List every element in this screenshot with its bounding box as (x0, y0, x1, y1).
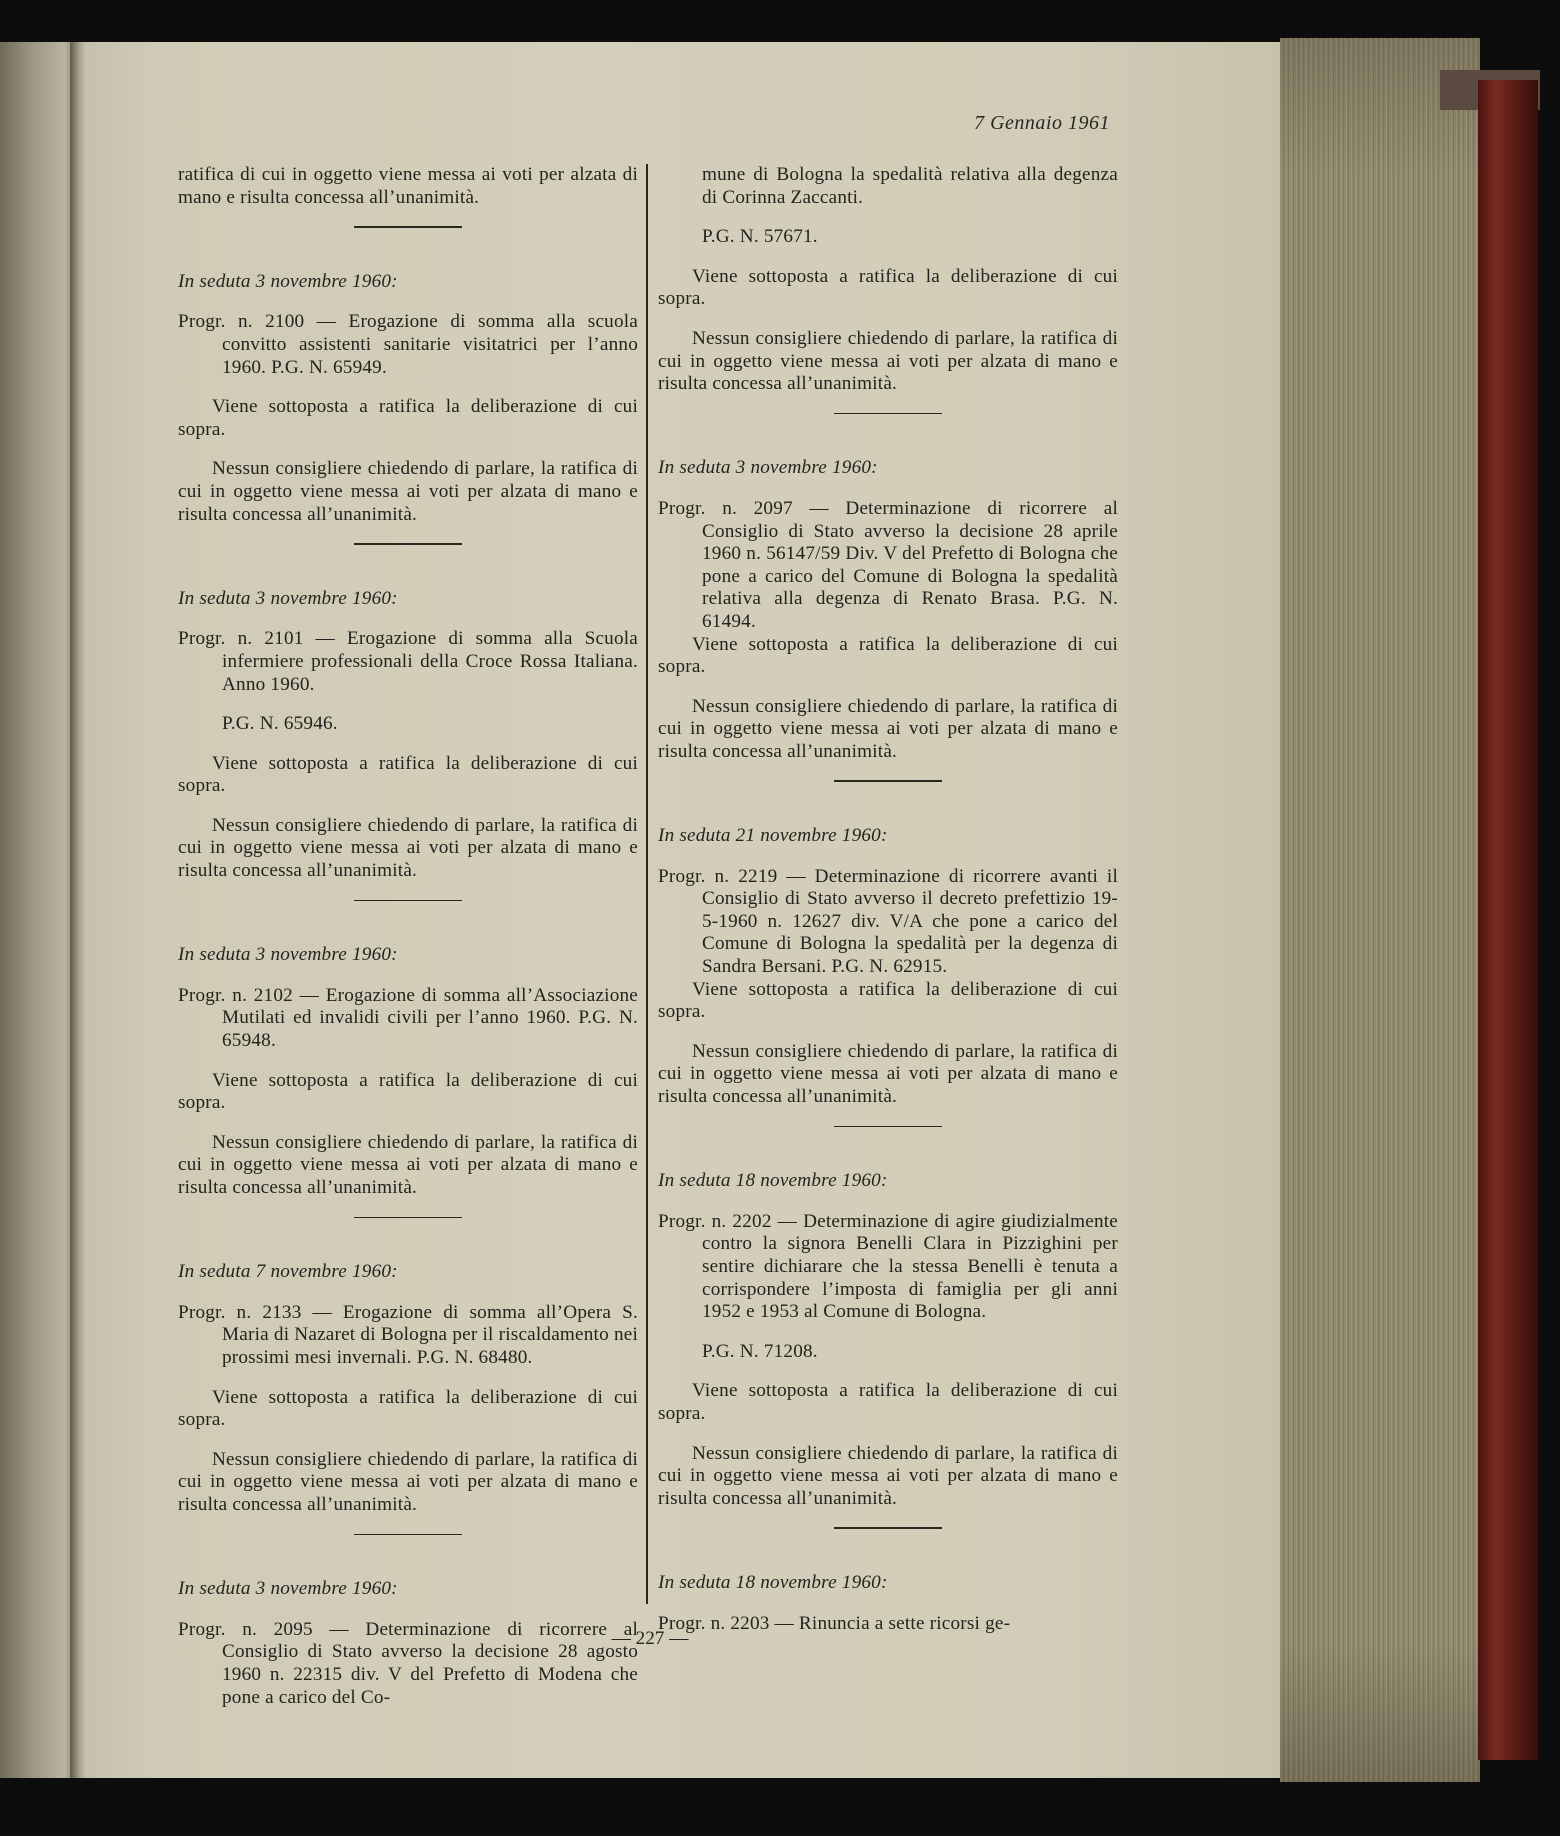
paragraph: Nessun consigliere chiedendo di parlare, la ratifica di cui in oggetto viene messa ai voti per alzata di mano e risulta concessa all’unanimità. (178, 1131, 638, 1198)
session-heading: In seduta 3 novembre 1960: (658, 457, 878, 479)
section-separator (834, 1126, 942, 1128)
paragraph: Viene sottoposta a ratifica la deliberazione di cui sopra. (178, 752, 638, 797)
running-head: 7 Gennaio 1961 (974, 112, 1110, 134)
section-separator (354, 1217, 462, 1219)
session-heading: In seduta 18 novembre 1960: (658, 1571, 888, 1593)
paragraph: Viene sottoposta a ratifica la deliberazione di cui sopra. (658, 633, 1118, 678)
paragraph: Viene sottoposta a ratifica la deliberazione di cui sopra. (658, 1380, 1118, 1424)
paragraph: Viene sottoposta a ratifica la deliberazione di cui sopra. (658, 978, 1118, 1023)
resolution-continuation: P.G. N. 57671. (702, 226, 818, 248)
paragraph: Viene sottoposta a ratifica la deliberazione di cui sopra. (658, 265, 1118, 310)
section-separator (834, 780, 942, 782)
session-heading: In seduta 21 novembre 1960: (658, 825, 888, 847)
session-heading: In seduta 3 novembre 1960: (178, 587, 398, 609)
session-heading: In seduta 3 novembre 1960: (178, 270, 398, 292)
paragraph: Nessun consigliere chiedendo di parlare, la ratifica di cui in oggetto viene messa ai voti per alzata di mano e risulta concessa all’unanimità. (178, 1448, 638, 1515)
resolution-continuation: mune di Bologna la spedalità relativa alla degenza di Corinna Zaccanti. (702, 164, 1118, 208)
section-separator (834, 1527, 942, 1529)
resolution-entry: Progr. n. 2219 — Determinazione di ricorrere avanti il Consiglio di Stato avverso il decreto prefettizio 19-5-1960 n. 12627 div. V/A che pone a carico del Comune di Bologna la spedalità per la degenza di Sandra Bersani. P.G. N. 62915. (658, 865, 1118, 978)
paragraph: Nessun consigliere chiedendo di parlare, la ratifica di cui in oggetto viene messa ai voti per alzata di mano e risulta concessa all’unanimità. (658, 1040, 1118, 1107)
paragraph: Viene sottoposta a ratifica la deliberazione di cui sopra. (178, 396, 638, 440)
resolution-entry: Progr. n. 2133 — Erogazione di somma all’Opera S. Maria di Nazaret di Bologna per il riscaldamento nei prossimi mesi invernali. P.G. N. 68480. (178, 1301, 638, 1368)
session-heading: In seduta 3 novembre 1960: (178, 944, 398, 966)
resolution-entry: Progr. n. 2202 — Determinazione di agire giudizialmente contro la signora Benelli Clara in Pizzighini per sentire dichiarare che la stessa Benelli è tenuta a corrispondere l’imposta di famiglia per gli anni 1952 e 1953 al Comune di Bologna. (658, 1210, 1118, 1323)
paragraph: Nessun consigliere chiedendo di parlare, la ratifica di cui in oggetto viene messa ai voti per alzata di mano e risulta concessa all’unanimità. (658, 327, 1118, 395)
book-cover-edge (1478, 80, 1538, 1760)
page-number: — 227 — (611, 1628, 689, 1649)
column-rule (646, 164, 648, 1604)
resolution-entry: Progr. n. 2101 — Erogazione di somma alla Scuola infermiere professionali della Croce Rossa Italiana. Anno 1960. (178, 628, 638, 695)
page-block-edges (1280, 38, 1480, 1782)
resolution-continuation: P.G. N. 65946. (222, 713, 338, 735)
facing-page-edge (0, 42, 76, 1778)
resolution-entry: Progr. n. 2095 — Determinazione di ricorrere al Consiglio di Stato avverso la decisione 28 agosto 1960 n. 22315 div. V del Prefetto di Modena che pone a carico del Co- (178, 1618, 638, 1708)
right-column (658, 164, 1118, 1652)
resolution-continuation: P.G. N. 71208. (702, 1340, 818, 1362)
paragraph: ratifica di cui in oggetto viene messa ai voti per alzata di mano e risulta concessa all’unanimità. (178, 164, 638, 208)
paragraph: Nessun consigliere chiedendo di parlare, la ratifica di cui in oggetto viene messa ai voti per alzata di mano e risulta concessa all’unanimità. (178, 458, 638, 525)
resolution-entry: Progr. n. 2097 — Determinazione di ricorrere al Consiglio di Stato avverso la decisione 28 aprile 1960 n. 56147/59 Div. V del Prefetto di Bologna che pone a carico del Comune di Bologna la spedalità relativa alla degenza di Renato Brasa. P.G. N. 61494. (658, 497, 1118, 632)
resolution-entry: Progr. n. 2203 — Rinuncia a sette ricorsi ge- (658, 1612, 1011, 1634)
section-separator (354, 1534, 462, 1536)
section-separator (354, 543, 462, 545)
left-column (178, 164, 638, 1726)
paragraph: Viene sottoposta a ratifica la deliberazione di cui sopra. (178, 1386, 638, 1431)
paragraph: Nessun consigliere chiedendo di parlare, la ratifica di cui in oggetto viene messa ai voti per alzata di mano e risulta concessa all’unanimità. (178, 814, 638, 882)
session-heading: In seduta 3 novembre 1960: (178, 1578, 398, 1600)
resolution-entry: Progr. n. 2102 — Erogazione di somma all’Associazione Mutilati ed invalidi civili per l’anno 1960. P.G. N. 65948. (178, 984, 638, 1052)
session-heading: In seduta 7 novembre 1960: (178, 1261, 398, 1283)
session-heading: In seduta 18 novembre 1960: (658, 1170, 888, 1192)
section-separator (834, 413, 942, 415)
section-separator (354, 900, 462, 902)
resolution-entry: Progr. n. 2100 — Erogazione di somma alla scuola convitto assistenti sanitarie visitatrici per l’anno 1960. P.G. N. 65949. (178, 311, 638, 378)
section-separator (354, 226, 462, 228)
paragraph: Viene sottoposta a ratifica la deliberazione di cui sopra. (178, 1069, 638, 1114)
paragraph: Nessun consigliere chiedendo di parlare, la ratifica di cui in oggetto viene messa ai voti per alzata di mano e risulta concessa all’unanimità. (658, 1442, 1118, 1509)
paragraph: Nessun consigliere chiedendo di parlare, la ratifica di cui in oggetto viene messa ai voti per alzata di mano e risulta concessa all’unanimità. (658, 695, 1118, 762)
